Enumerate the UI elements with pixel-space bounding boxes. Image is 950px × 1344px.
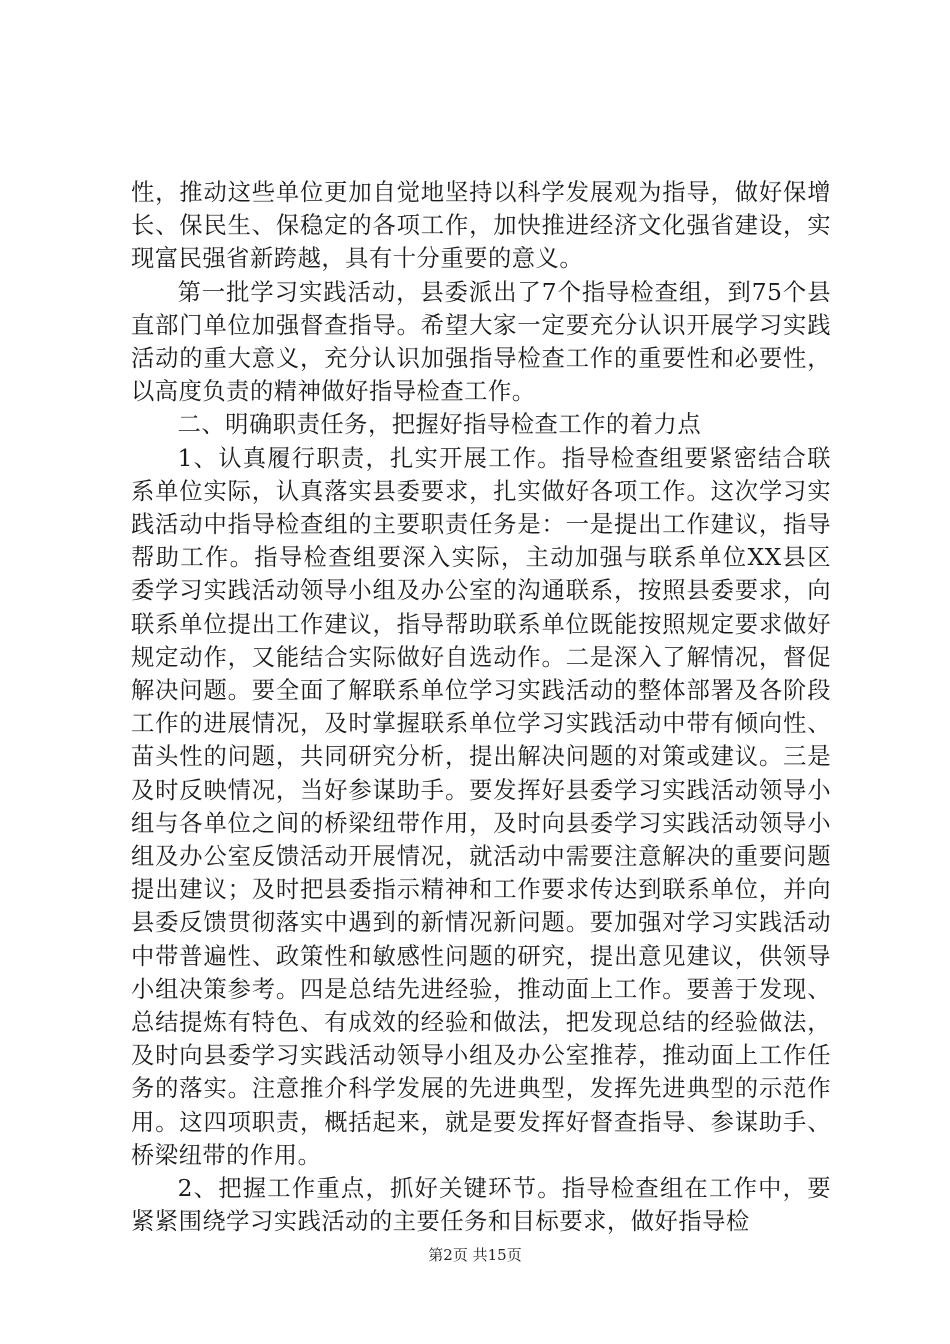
section-heading-2: 二、明确职责任务，把握好指导检查工作的着力点 bbox=[177, 411, 702, 439]
page-number-footer: 第2页 共15页 bbox=[428, 1246, 522, 1264]
paragraph-duties: 1、认真履行职责，扎实开展工作。指导检查组要紧密结合联系单位实际，认真落实县委要求，扎实做好各项工作。这次学习实践活动中指导检查组的主要职责任务是：一是提出工作建议，指导帮助工作。指导检查组要深入实际，主动加强与联系单位XX县区委学习实践活动领导小组及办公室的沟通联系，按照县委要求，向联系单位提出工作建议，指导帮助联系单位既能按照规定要求做好规定动作，又能结合实际做好自选动作。二是深入了解情况，督促解决问题。要全面了解联系单位学习实践活动的整体部署及各阶段工作的进展情况，及时掌握联系单位学习实践活动中带有倾向性、苗头性的问题，共同研究分析，提出解决问题的对策或建议。三是及时反映情况，当好参谋助手。要发挥好县委学习实践活动领导小组与各单位之间的桥梁纽带作用，及时向县委学习实践活动领导小组及办公室反馈活动开展情况，就活动中需要注意解决的重要问题提出建议；及时把县委指示精神和工作要求传达到联系单位，并向县委反馈贯彻落实中遇到的新情况新问题。要加强对学习实践活动中带普遍性、政策性和敏感性问题的研究，提出意见建议，供领导小组决策参考。四是总结先进经验，推动面上工作。要善于发现、总结提炼有特色、有成效的经验和做法，把发现总结的经验做法，及时向县委学习实践活动领导小组及办公室推荐，推动面上工作任务的落实。注意推介科学发展的先进典型，发挥先进典型的示范作用。这四项职责，概括起来，就是要发挥好督查指导、参谋助手、桥梁纽带的作用。 bbox=[131, 444, 831, 1169]
document-body bbox=[131, 176, 831, 1239]
paragraph-key-points: 2、把握工作重点，抓好关键环节。指导检查组在工作中，要紧紧围绕学习实践活动的主要任务和目标要求，做好指导检 bbox=[131, 1175, 831, 1236]
paragraph-first-batch: 第一批学习实践活动，县委派出了7个指导检查组，到75个县直部门单位加强督查指导。希望大家一定要充分认识开展学习实践活动的重大意义，充分认识加强指导检查工作的重要性和必要性，以高度负责的精神做好指导检查工作。 bbox=[131, 278, 831, 406]
paragraph-continuation: 性，推动这些单位更加自觉地坚持以科学发展观为指导，做好保增长、保民生、保稳定的各项工作，加快推进经济文化强省建设，实现富民强省新跨越，具有十分重要的意义。 bbox=[131, 179, 831, 273]
